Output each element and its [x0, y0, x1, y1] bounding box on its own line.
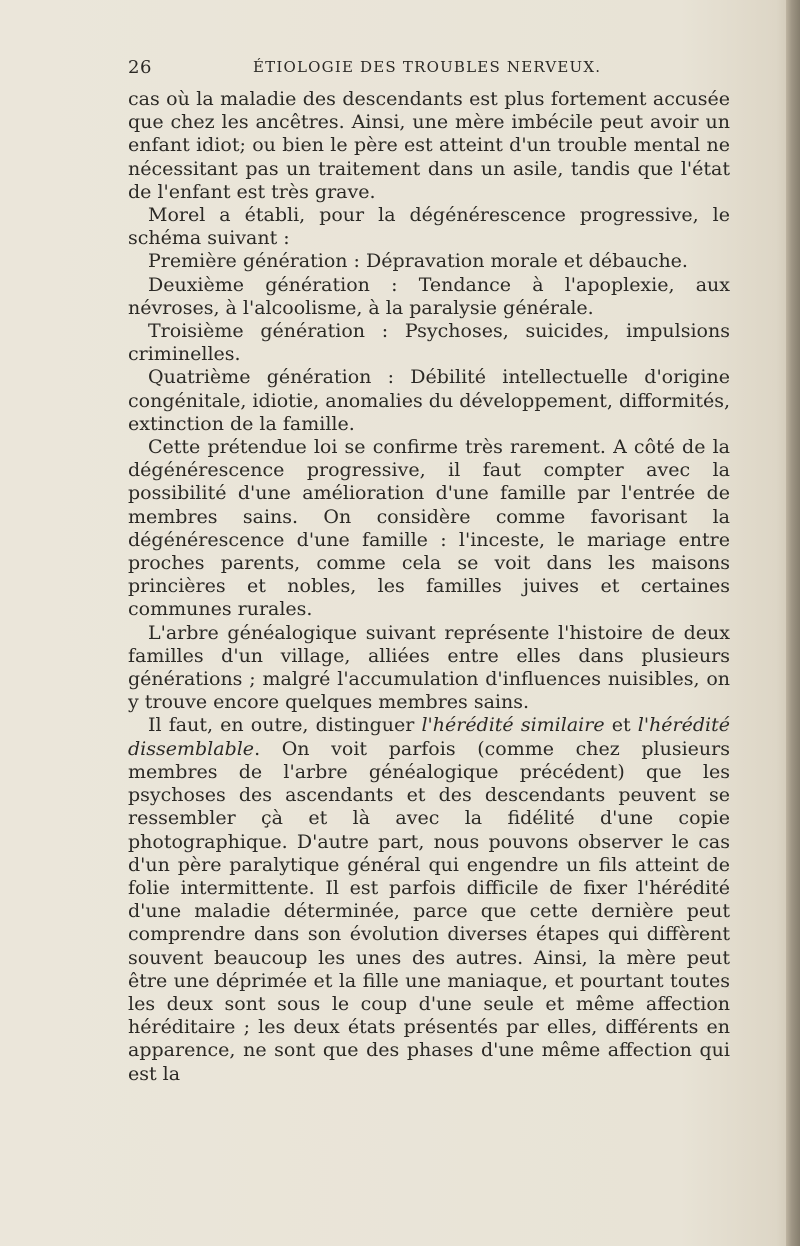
term-dissimilar-heredity: l'hérédité dissemblable: [128, 714, 730, 760]
body-text: [128, 88, 730, 1086]
heredity-text-before: Il faut, en outre, distinguer: [148, 714, 422, 737]
running-title: ÉTIOLOGIE DES TROUBLES NERVEUX.: [253, 58, 602, 76]
page-edge-shadow: [786, 0, 800, 1246]
paragraph-third-generation: Troisième génération : Psychoses, suicides, impulsions criminelles.: [128, 320, 730, 366]
paragraph-heredity-types: [128, 714, 730, 1085]
paragraph-pretended-law: Cette prétendue loi se confirme très rarement. A côté de la dégénérescence progressive, il faut compter avec la possibilité d'une amélioration d'une famille par l'entrée de membres sains. On considère comme favorisant la dégénérescence d'une famille : l'inceste, le mariage entre proches parents, comme cela se voit dans les maisons princières et nobles, les familles juives et certaines communes rurales.: [128, 436, 730, 621]
running-header: [128, 57, 728, 83]
paragraph-fourth-generation: Quatrième génération : Débilité intellectuelle d'origine congénitale, idiotie, anomalies du développement, difformités, extinction de la famille.: [128, 366, 730, 435]
paragraph-genealogical-tree: L'arbre généalogique suivant représente l'histoire de deux familles d'un village, alliées entre elles dans plusieurs générations ; malgré l'accumulation d'influences nuisibles, on y trouve encore quelques membres sains.: [128, 621, 730, 714]
page-number: 26: [128, 57, 152, 78]
heredity-text-after: . On voit parfois (comme chez plusieurs membres de l'arbre généalogique précédent) que les psychoses des ascendants et des descendants peuvent se ressembler çà et là avec la fidélité d'une copie photographique. D'autre part, nous pouvons observer le cas d'un père paralytique général qui engendre un fils atteint de folie intermittente. Il est parfois difficile de fixer l'hérédité d'une maladie déterminée, parce que cette dernière peut comprendre dans son évolution diverses étapes qui diffèrent souvent beaucoup les unes des autres. Ainsi, la mère peut être une déprimée et la fille une maniaque, et pourtant toutes les deux sont sous le coup d'une seule et même affection héréditaire ; les deux états présentés par elles, différents en apparence, ne sont que des phases d'une même affection qui est la: [128, 737, 730, 1085]
paragraph-continuation: cas où la maladie des descendants est plus fortement accusée que chez les ancêtres. Ainsi, une mère imbécile peut avoir un enfant idiot; ou bien le père est atteint d'un trouble mental ne nécessitant pas un traitement dans un asile, tandis que l'état de l'enfant est très grave.: [128, 88, 730, 203]
heredity-text-middle: et: [604, 714, 638, 737]
paragraph-morel-schema: Morel a établi, pour la dégénérescence progressive, le schéma suivant :: [128, 204, 730, 250]
paragraph-first-generation: Première génération : Dépravation morale et débauche.: [148, 250, 688, 273]
paragraph-second-generation: Deuxième génération : Tendance à l'apoplexie, aux névroses, à l'alcoolisme, à la paralysie générale.: [128, 273, 730, 319]
term-similar-heredity: l'hérédité similaire: [421, 714, 605, 737]
